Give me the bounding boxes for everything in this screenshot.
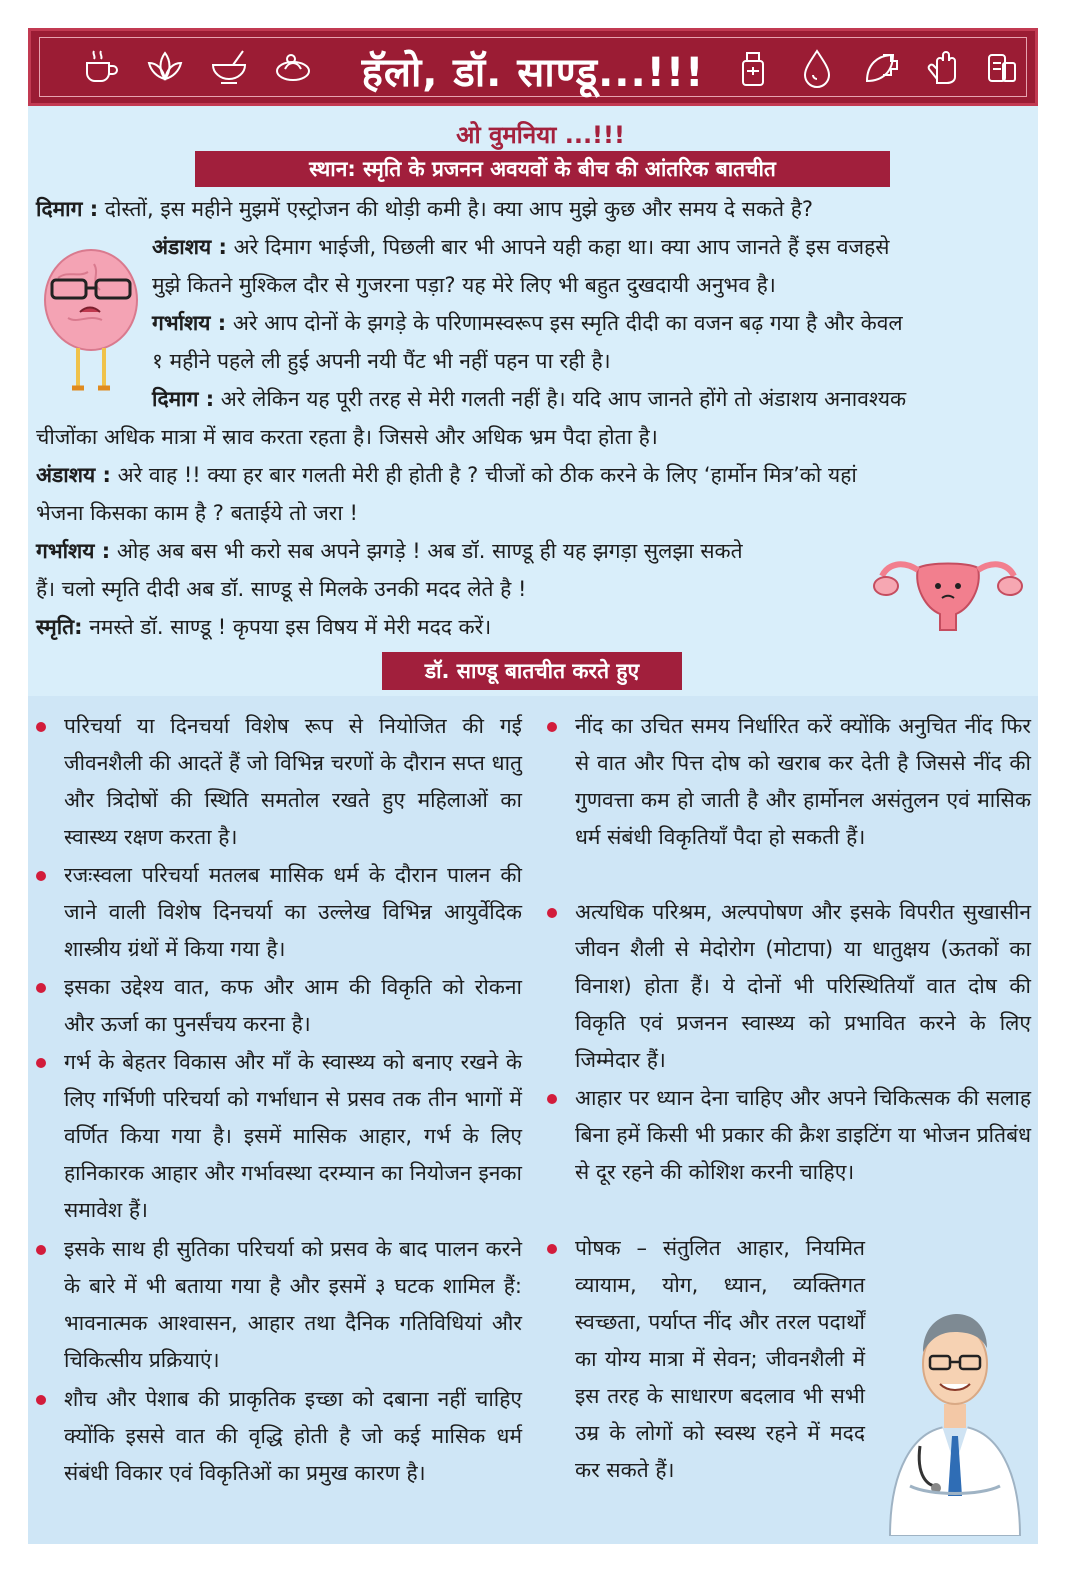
dialogue-text: १ महीने पहले ली हुई अपनी नयी पैंट भी नहीं पहन पा रही है।: [152, 349, 611, 373]
dialogue-line: [36, 532, 743, 570]
dialogue-line: [36, 456, 857, 494]
dialogue-line: [36, 190, 813, 228]
speaker-label: अंडाशय :: [152, 235, 227, 259]
tea-cup-icon: [79, 45, 123, 89]
dialogue-line: [36, 570, 526, 608]
dialogue-text: ओह अब बस भी करो सब अपने झगड़े ! अब डॉ. साण्डू ही यह झगड़ा सुलझा सकते: [110, 539, 743, 563]
list-item: [64, 857, 522, 968]
pills-icon: [979, 45, 1023, 89]
bullet-text: गर्भ के बेहतर विकास और माँ के स्वास्थ्य को बनाए रखने के लिए गर्भिणी परिचर्या को गर्भाधान से प्रसव तक तीन भागों में वर्णित किया गया है। इसमें मासिक आहार, गर्भ के लिए हानिकारक आहार और गर्भावस्था दरम्यान का नियोजन इनका समावेश हैं।: [64, 1050, 522, 1222]
bullet-icon: [36, 983, 46, 993]
dialogue-line: [36, 608, 491, 646]
dialogue-text: भेजना किसका काम है ? बताईये तो जरा !: [36, 501, 358, 525]
dialogue-line: [152, 266, 776, 304]
dialogue-text: चीजोंका अधिक मात्रा में स्राव करता रहता है। जिससे और अधिक भ्रम पैदा होता है।: [36, 425, 658, 449]
bullet-text: पोषक – संतुलित आहार, नियमित व्यायाम, योग, ध्यान, व्यक्तिगत स्वच्छता, पर्याप्त नींद और तरल पदार्थों का योग्य मात्रा में सेवन; जीवनशैली में इस तरह के साधारण बदलाव भी सभी उम्र के लोगों को स्वस्थ रहने में मदद कर सकते हैं।: [575, 1236, 865, 1482]
speaker-label: दिमाग :: [152, 387, 215, 411]
dialogue-line: [152, 304, 903, 342]
mortar-pestle-icon: [207, 45, 251, 89]
bullet-icon: [36, 1245, 46, 1255]
list-item: [575, 708, 1031, 856]
list-item: [64, 969, 522, 1043]
place-bar: स्थान: स्मृति के प्रजनन अवयवों के बीच की आंतरिक बातचीत: [195, 151, 890, 187]
bullet-text: नींद का उचित समय निर्धारित करें क्योंकि अनुचित नींद फिर से वात और पित्त दोष को खराब कर देती है जिससे नींद की गुणवत्ता कम हो जाती है और हार्मोनल असंतुलन एवं मासिक धर्म संबंधी विकृतियाँ पैदा हो सकती हैं।: [575, 714, 1031, 849]
list-item: [64, 1381, 522, 1492]
speaker-label: गर्भाशय :: [152, 311, 227, 335]
oil-drop-icon: [795, 45, 839, 89]
speaker-label: दिमाग :: [36, 197, 99, 221]
bullet-icon: [36, 1395, 46, 1405]
dialogue-line: [36, 494, 358, 532]
bullet-icon: [547, 1244, 557, 1254]
bullet-icon: [547, 722, 557, 732]
dialogue-text: अरे लेकिन यह पूरी तरह से मेरी गलती नहीं है। यदि आप जानते होंगे तो अंडाशय अनावश्यक: [214, 387, 907, 411]
bullet-icon: [36, 871, 46, 881]
bullet-text: इसका उद्देश्य वात, कफ और आम की विकृति को रोकना और ऊर्जा का पुनर्संचय करना है।: [64, 975, 522, 1036]
list-item: [575, 1080, 1031, 1191]
list-item: [64, 708, 522, 856]
brain-character-illustration: [38, 238, 144, 398]
bullet-text: आहार पर ध्यान देना चाहिए और अपने चिकित्सक की सलाह बिना हमें किसी भी प्रकार की क्रैश डाइटिंग या भोजन प्रतिबंध से दूर रहने की कोशिश करनी चाहिए।: [575, 1086, 1031, 1184]
herbs-icon: [271, 45, 315, 89]
doctor-illustration: [880, 1286, 1030, 1536]
page-title: हॅलो, डॉ. साण्डू...!!!: [361, 50, 705, 96]
lotus-icon: [143, 45, 187, 89]
dialogue-text: मुझे कितने मुश्किल दौर से गुजरना पड़ा? यह मेरे लिए भी बहुत दुखदायी अनुभव है।: [152, 273, 776, 297]
bullet-icon: [547, 1094, 557, 1104]
speaker-label: स्मृति:: [36, 615, 83, 639]
medicine-bottle-icon: [731, 45, 775, 89]
list-item: [64, 1231, 522, 1379]
subtitle: ओ वुमनिया ...!!!: [456, 121, 625, 149]
hand-icon: [923, 45, 967, 89]
list-item: [575, 894, 1031, 1079]
dialogue-text: दोस्तों, इस महीने मुझमें एस्ट्रोजन की थोड़ी कमी है। क्या आप मुझे कुछ और समय दे सकते है?: [98, 197, 814, 221]
bullet-text: शौच और पेशाब की प्राकृतिक इच्छा को दबाना नहीं चाहिए क्योंकि इससे वात की वृद्धि होती है जो कई मासिक धर्म संबंधी विकार एवं विकृतिओं का प्रमुख कारण है।: [64, 1387, 522, 1485]
bullet-text: रजःस्वला परिचर्या मतलब मासिक धर्म के दौरान पालन की जाने वाली विशेष दिनचर्या का उल्लेख विभिन्न आयुर्वेदिक शास्त्रीय ग्रंथों में किया गया है।: [64, 863, 522, 961]
bullet-text: परिचर्या या दिनचर्या विशेष रूप से नियोजित की गई जीवनशैली की आदतें हैं जो विभिन्न चरणों के दौरान सप्त धातु और त्रिदोषों की स्थिति समतोल रखते हुए महिलाओं का स्वास्थ्य रक्षण करता है।: [64, 714, 522, 849]
dialogue-line: [152, 228, 889, 266]
bullet-icon: [36, 1058, 46, 1068]
bullet-text: इसके साथ ही सुतिका परिचर्या को प्रसव के बाद पालन करने के बारे में भी बताया गया है और इसमें ३ घटक शामिल हैं: भावनात्मक आश्वासन, आहार तथा दैनिक गतिविधियां और चिकित्सीय प्रक्रियाएं।: [64, 1237, 522, 1372]
dialogue-text: अरे दिमाग भाईजी, पिछली बार भी आपने यही कहा था। क्या आप जानते हैं इस वजहसे: [226, 235, 890, 259]
header-banner: [28, 28, 1038, 106]
dialogue-line: [36, 418, 658, 456]
section-bar: डॉ. साण्डू बातचीत करते हुए: [382, 652, 682, 690]
dialogue-text: नमस्ते डॉ. साण्डू ! कृपया इस विषय में मेरी मदद करें।: [82, 615, 492, 639]
leaf-cross-icon: [859, 45, 903, 89]
dialogue-text: अरे वाह !! क्या हर बार गलती मेरी ही होती है ? चीजों को ठीक करने के लिए ‘हार्मोन मित्र’को यहां: [110, 463, 857, 487]
list-item: [64, 1044, 522, 1229]
uterus-character-illustration: [868, 548, 1028, 652]
bullet-text: अत्यधिक परिश्रम, अल्पपोषण और इसके विपरीत सुखासीन जीवन शैली से मेदोरोग (मोटापा) या धातुक्षय (ऊतकों का विनाश) होता हैं। ये दोनों भी परिस्थितियाँ वात दोष की विकृति एवं प्रजनन स्वास्थ्य को प्रभावित करने के लिए जिम्मेदार हैं।: [575, 900, 1031, 1072]
dialogue-line: [152, 342, 611, 380]
speaker-label: गर्भाशय :: [36, 539, 111, 563]
dialogue-text: हैं। चलो स्मृति दीदी अब डॉ. साण्डू से मिलके उनकी मदद लेते है !: [36, 577, 527, 601]
bullet-icon: [547, 908, 557, 918]
dialogue-line: [152, 380, 906, 418]
dialogue-text: अरे आप दोनों के झगड़े के परिणामस्वरूप इस स्मृति दीदी का वजन बढ़ गया है और केवल: [226, 311, 903, 335]
speaker-label: अंडाशय :: [36, 463, 111, 487]
bullet-icon: [36, 722, 46, 732]
